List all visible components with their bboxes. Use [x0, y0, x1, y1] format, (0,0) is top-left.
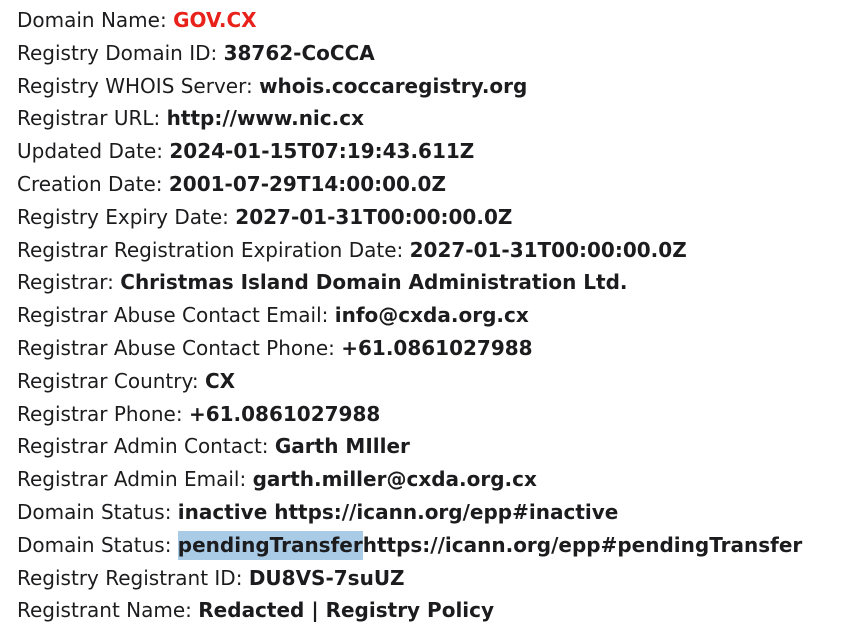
field-value[interactable]: 2027-01-31T00:00:00.0Z — [409, 237, 687, 262]
admin-email-value[interactable]: garth.miller@cxda.org.cx — [252, 467, 537, 492]
field-label: Registrar Abuse Contact Phone: — [17, 335, 335, 360]
field-label: Registrar Registration Expiration Date: — [17, 237, 404, 262]
domain-status-value[interactable]: inactive https://icann.org/epp#inactive — [177, 499, 619, 524]
field-label: Registrar Phone: — [17, 401, 183, 426]
selected-text-highlight[interactable]: pendingTransfer — [178, 531, 363, 560]
abuse-email-value[interactable]: info@cxda.org.cx — [334, 303, 529, 328]
registrar-phone-value[interactable]: +61.0861027988 — [188, 401, 381, 426]
field-label: Registry Expiry Date: — [17, 204, 229, 229]
row-registrar-registration-expiration-date — [17, 234, 864, 267]
field-value[interactable]: 2027-01-31T00:00:00.0Z — [235, 204, 513, 229]
row-registrant-name — [17, 594, 864, 627]
field-value[interactable]: Redacted | Registry Policy — [198, 598, 495, 623]
field-label: Registrar: — [17, 270, 114, 295]
field-label: Creation Date: — [17, 171, 163, 196]
field-value[interactable]: 2001-07-29T14:00:00.0Z — [168, 171, 446, 196]
field-label: Registrant Name: — [17, 598, 192, 623]
field-value[interactable]: Garth MIller — [274, 434, 410, 459]
row-registry-expiry-date — [17, 201, 864, 234]
field-label: Registry Registrant ID: — [17, 565, 243, 590]
field-label: Registry Domain ID: — [17, 40, 218, 65]
field-label: Registrar Abuse Contact Email: — [17, 303, 329, 328]
row-creation-date — [17, 168, 864, 201]
field-label: Updated Date: — [17, 139, 164, 164]
field-label: Registry WHOIS Server: — [17, 73, 253, 98]
row-registrar-url — [17, 102, 864, 135]
registrar-url-link[interactable]: http://www.nic.cx — [166, 106, 364, 131]
field-label: Registrar URL: — [17, 106, 161, 131]
field-value[interactable]: whois.coccaregistry.org — [259, 73, 528, 98]
field-label: Domain Status: — [17, 499, 172, 524]
row-registrar — [17, 266, 864, 299]
row-registrar-admin-contact — [17, 430, 864, 463]
domain-name-value[interactable]: GOV.CX — [173, 8, 257, 32]
row-registrar-phone — [17, 398, 864, 431]
row-registry-whois-server — [17, 70, 864, 103]
row-updated-date — [17, 135, 864, 168]
row-registry-registrant-id — [17, 562, 864, 595]
field-value[interactable]: Christmas Island Domain Administration Ltd. — [120, 270, 628, 295]
field-label: Domain Status: — [17, 532, 172, 557]
field-label: Registrar Admin Contact: — [17, 434, 269, 459]
abuse-phone-value[interactable]: +61.0861027988 — [341, 335, 533, 360]
row-registrar-abuse-contact-phone — [17, 332, 864, 365]
field-label: Registrar Country: — [17, 368, 199, 393]
row-domain-status-pending-transfer — [17, 529, 864, 562]
row-registry-domain-id — [17, 37, 864, 70]
domain-status-value[interactable]: https://icann.org/epp#pendingTransfer — [362, 532, 803, 557]
field-value[interactable]: DU8VS-7suUZ — [248, 565, 405, 590]
field-value[interactable]: CX — [204, 368, 236, 393]
row-domain-name — [17, 4, 864, 37]
row-registrar-country — [17, 365, 864, 398]
row-registrar-admin-email — [17, 463, 864, 496]
row-registrar-abuse-contact-email — [17, 299, 864, 332]
field-value[interactable]: 2024-01-15T07:19:43.611Z — [169, 139, 475, 164]
field-label: Registrar Admin Email: — [17, 467, 247, 492]
row-domain-status-inactive — [17, 496, 864, 529]
field-label: Domain Name: — [17, 8, 167, 32]
field-value[interactable]: 38762-CoCCA — [223, 40, 375, 65]
